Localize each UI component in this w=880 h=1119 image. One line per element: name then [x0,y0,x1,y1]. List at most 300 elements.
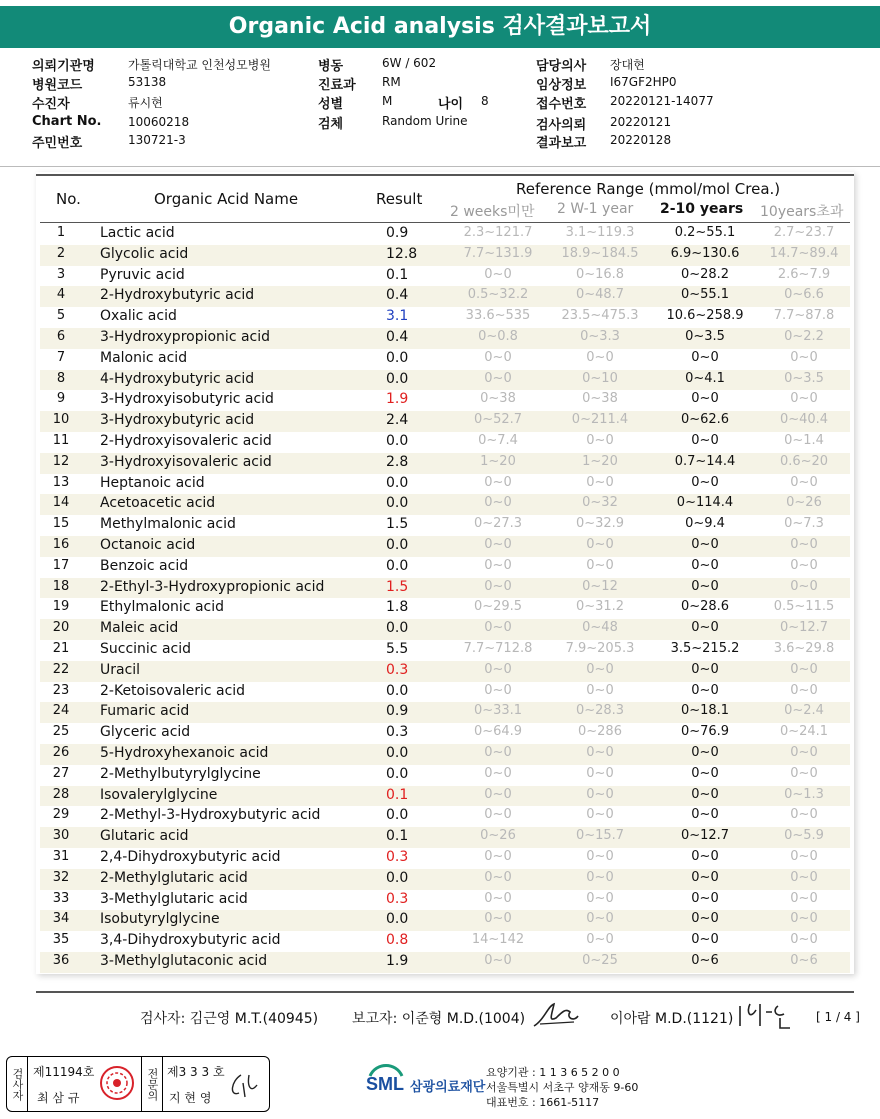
row-range-over-10y: 0~24.1 [779,724,829,740]
row-range-over-10y: 0~0 [790,869,818,885]
row-range-over-10y: 0~2.4 [784,703,824,719]
row-range-over-10y: 0~0 [790,807,818,823]
row-range-under-2-weeks: 0~0 [484,266,512,282]
row-range-2-10y: 6.9~130.6 [670,245,740,261]
row-acid-name: 2-Methylbutyrylglycine [100,765,261,782]
stamp-no2: 제3 3 3 호 [167,1065,225,1079]
value-doctor: 장대현 [610,58,645,72]
row-range-under-2-weeks: 0~29.5 [473,599,523,615]
row-range-2-10y: 0~0 [691,911,719,927]
row-no: 13 [52,474,70,490]
row-result: 0.0 [386,682,409,699]
row-range-2-10y: 0~0 [691,765,719,781]
row-acid-name: Acetoacetic acid [100,495,216,512]
row-range-over-10y: 0~1.4 [784,432,824,448]
value-ward: 6W / 602 [382,56,437,70]
row-range-over-10y: 0.5~11.5 [773,599,835,615]
row-range-2w-1y: 0~0 [586,661,614,677]
row-acid-name: 4-Hydroxybutyric acid [100,370,255,387]
row-range-over-10y: 0~12.7 [779,620,829,636]
stamp-no1: 제11194호 [33,1065,95,1079]
row-result: 0.3 [386,848,409,865]
row-range-under-2-weeks: 7.7~712.8 [463,640,533,656]
row-range-over-10y: 0~1.3 [784,786,824,802]
row-no: 5 [56,308,66,324]
row-range-under-2-weeks: 0~0.8 [478,328,518,344]
table-row [40,952,850,973]
row-range-over-10y: 0~0 [790,890,818,906]
label-institution: 의뢰기관명 [32,59,95,74]
row-result: 1.8 [386,599,409,616]
value-collector: 류시현 [128,96,163,110]
row-result: 0.0 [386,807,409,824]
table-row [40,682,850,703]
row-range-over-10y: 0~26 [786,495,822,511]
row-result: 0.1 [386,786,409,803]
row-range-2w-1y: 1~20 [582,453,618,469]
stamp-mid-label: 전문의 [141,1057,163,1111]
row-result: 1.5 [386,578,409,595]
row-range-under-2-weeks: 0~0 [484,661,512,677]
row-range-2w-1y: 0~31.2 [575,599,625,615]
value-result-report: 20220128 [610,133,672,147]
row-result: 0.3 [386,724,409,741]
table-row [40,328,850,349]
row-range-2-10y: 0~6 [691,952,719,968]
label-dept: 진료과 [318,78,356,93]
row-no: 17 [52,557,70,573]
row-acid-name: 2-Hydroxybutyric acid [100,287,255,304]
row-range-2-10y: 0~0 [691,536,719,552]
row-range-over-10y: 0~0 [790,765,818,781]
row-no: 3 [56,266,66,282]
row-result: 0.0 [386,744,409,761]
row-range-under-2-weeks: 0.5~32.2 [467,287,529,303]
row-range-2w-1y: 0~286 [578,724,622,740]
header-sub-1: 2 weeks미만 [450,204,535,220]
row-range-2w-1y: 0~0 [586,869,614,885]
header-no: No. [56,190,81,208]
row-range-over-10y: 0~0 [790,557,818,573]
row-range-2-10y: 10.6~258.9 [666,308,744,324]
row-range-2w-1y: 3.1~119.3 [565,225,635,240]
row-result: 0.0 [386,432,409,449]
row-acid-name: Oxalic acid [100,308,177,325]
row-range-2-10y: 0~0 [691,682,719,698]
row-range-2-10y: 0~0 [691,557,719,573]
row-range-over-10y: 0~0 [790,536,818,552]
value-hospital-code: 53138 [128,75,167,89]
row-result: 3.1 [386,308,409,325]
row-range-2-10y: 0~0 [691,869,719,885]
row-range-under-2-weeks: 0~7.4 [478,432,518,448]
row-result: 2.8 [386,453,409,470]
row-range-2-10y: 0~0 [691,848,719,864]
certification-stamp [6,1056,270,1112]
stamp-signature-scribble [227,1071,263,1101]
row-range-2w-1y: 0~0 [586,848,614,864]
table-row [40,578,850,599]
row-result: 0.9 [386,225,409,241]
stamp-name2: 지 현 영 [169,1091,212,1105]
reporter-signature: 보고자: 이준형 M.D.(1004) [352,1011,526,1027]
row-range-under-2-weeks: 0~0 [484,744,512,760]
row-range-over-10y: 0~7.3 [784,516,824,532]
row-range-over-10y: 0~0 [790,578,818,594]
row-range-over-10y: 14.7~89.4 [769,245,839,261]
row-no: 9 [56,391,66,407]
row-no: 8 [56,370,66,386]
row-result: 0.3 [386,661,409,678]
row-range-under-2-weeks: 0~0 [484,370,512,386]
row-range-2w-1y: 0~0 [586,432,614,448]
row-range-over-10y: 0~3.5 [784,370,824,386]
row-no: 36 [52,952,70,968]
table-row [40,598,850,619]
value-test-request: 20220121 [610,115,672,129]
label-clinical-info: 임상정보 [536,78,587,93]
row-no: 35 [52,932,70,948]
footer-agency: 요양기관 : 1 1 3 6 5 2 0 0 [486,1066,620,1079]
value-sex: M [382,94,393,108]
row-result: 0.1 [386,266,409,283]
stamp-left-label: 검사자 [7,1057,28,1111]
row-no: 7 [56,349,66,365]
row-acid-name: Maleic acid [100,620,179,637]
table-row [40,494,850,515]
row-acid-name: Octanoic acid [100,536,196,553]
row-range-2-10y: 0~0 [691,744,719,760]
row-range-2-10y: 0~0 [691,620,719,636]
row-acid-name: Ethylmalonic acid [100,599,225,616]
row-range-over-10y: 0~0 [790,911,818,927]
row-range-2w-1y: 0~0 [586,890,614,906]
label-doctor: 담당의사 [536,59,587,74]
row-range-2w-1y: 0~38 [582,391,618,407]
row-range-over-10y: 0~0 [790,391,818,407]
value-institution: 가톨릭대학교 인천성모병원 [128,58,271,72]
table-row [40,536,850,557]
stamp-name1: 최 삼 규 [37,1091,80,1105]
report-title: Organic Acid analysis 검사결과보고서 [0,6,880,48]
row-range-2w-1y: 0~0 [586,474,614,490]
table-row [40,744,850,765]
row-result: 0.0 [386,765,409,782]
row-acid-name: Succinic acid [100,640,192,657]
row-range-under-2-weeks: 0~0 [484,495,512,511]
row-range-over-10y: 0~0 [790,474,818,490]
row-no: 28 [52,786,70,802]
table-row [40,411,850,432]
row-acid-name: Malonic acid [100,349,188,366]
row-range-under-2-weeks: 0~33.1 [473,703,523,719]
row-acid-name: Benzoic acid [100,557,189,574]
row-acid-name: Heptanoic acid [100,474,205,491]
row-no: 12 [52,453,70,469]
row-result: 1.9 [386,391,409,408]
row-acid-name: Uracil [100,661,141,678]
row-result: 0.4 [386,287,409,304]
reporter2-signature-scribble [736,1000,796,1030]
row-range-under-2-weeks: 0~52.7 [473,412,523,428]
row-no: 10 [52,412,70,428]
row-range-2w-1y: 0~0 [586,765,614,781]
table-row [40,224,850,245]
row-range-under-2-weeks: 0~0 [484,807,512,823]
row-range-2-10y: 0~28.2 [680,266,730,282]
row-range-under-2-weeks: 0~0 [484,786,512,802]
row-range-2w-1y: 0~25 [582,952,618,968]
table-row [40,557,850,578]
row-range-2w-1y: 0~0 [586,807,614,823]
row-acid-name: Glutaric acid [100,828,189,845]
table-bottom-rule [36,991,854,993]
row-acid-name: 5-Hydroxyhexanoic acid [100,744,269,761]
header-sub-4: 10years초과 [760,204,844,220]
row-range-2w-1y: 18.9~184.5 [561,245,639,261]
row-range-under-2-weeks: 0~0 [484,557,512,573]
row-no: 11 [52,432,70,448]
row-range-2-10y: 0~4.1 [685,370,725,386]
row-range-2-10y: 0~9.4 [685,516,725,532]
row-acid-name: Fumaric acid [100,703,190,720]
row-range-2-10y: 0~0 [691,807,719,823]
row-range-under-2-weeks: 0~0 [484,869,512,885]
table-row [40,723,850,744]
row-result: 1.9 [386,952,409,969]
table-row [40,890,850,911]
row-range-2w-1y: 0~0 [586,786,614,802]
row-acid-name: Glycolic acid [100,245,189,262]
row-range-under-2-weeks: 14~142 [471,932,525,948]
row-range-under-2-weeks: 2.3~121.7 [463,225,533,240]
row-no: 32 [52,869,70,885]
row-range-over-10y: 0~2.2 [784,328,824,344]
header-sub-3: 2-10 years [660,201,744,217]
row-result: 0.0 [386,557,409,574]
seal-icon [99,1065,135,1101]
footer-phone: 대표번호 : 1661-5117 [486,1096,600,1109]
header-divider [0,166,880,167]
table-row [40,827,850,848]
row-range-2w-1y: 0~32.9 [575,516,625,532]
row-result: 0.8 [386,932,409,949]
row-range-2w-1y: 0~48.7 [575,287,625,303]
row-range-over-10y: 2.6~7.9 [777,266,831,282]
row-no: 24 [52,703,70,719]
row-range-2-10y: 0~0 [691,786,719,802]
page-indicator: [ 1 / 4 ] [816,1010,860,1024]
table-row [40,910,850,931]
row-range-under-2-weeks: 0~0 [484,578,512,594]
row-no: 33 [52,890,70,906]
row-range-2-10y: 0~0 [691,432,719,448]
row-range-under-2-weeks: 0~64.9 [473,724,523,740]
header-sub-2: 2 W-1 year [557,201,634,217]
row-range-over-10y: 0~6 [790,952,818,968]
row-range-2-10y: 3.5~215.2 [670,640,740,656]
row-range-2-10y: 0~3.5 [685,328,725,344]
row-no: 22 [52,661,70,677]
row-acid-name: 2-Methylglutaric acid [100,869,248,886]
table-row [40,474,850,495]
row-acid-name: Lactic acid [100,225,175,241]
row-range-2w-1y: 0~16.8 [575,266,625,282]
row-range-2w-1y: 0~0 [586,682,614,698]
header-name: Organic Acid Name [154,190,299,208]
label-reception-no: 접수번호 [536,97,587,112]
value-specimen: Random Urine [382,114,468,128]
row-range-2-10y: 0~55.1 [680,287,730,303]
row-result: 0.0 [386,349,409,366]
row-no: 23 [52,682,70,698]
row-range-under-2-weeks: 0~0 [484,349,512,365]
value-chart-no: 10060218 [128,115,190,129]
sml-brand-korean: 삼광의료재단 [410,1080,486,1095]
row-no: 27 [52,765,70,781]
value-resident-no: 130721-3 [128,133,186,147]
header-reference: Reference Range (mmol/mol Crea.) [516,180,781,198]
header-result: Result [376,190,423,208]
row-range-2-10y: 0~0 [691,391,719,407]
row-range-2w-1y: 0~0 [586,932,614,948]
row-range-2w-1y: 0~0 [586,557,614,573]
row-no: 31 [52,848,70,864]
row-range-over-10y: 2.7~23.7 [773,225,835,240]
row-range-2w-1y: 7.9~205.3 [565,640,635,656]
table-row [40,286,850,307]
row-result: 0.0 [386,474,409,491]
table-row [40,266,850,287]
row-range-2w-1y: 0~0 [586,536,614,552]
row-range-2-10y: 0~0 [691,932,719,948]
row-range-2-10y: 0~76.9 [680,724,730,740]
row-result: 5.5 [386,640,409,657]
row-result: 0.9 [386,703,409,720]
row-range-under-2-weeks: 0~38 [480,391,516,407]
table-row [40,619,850,640]
row-acid-name: 3-Hydroxybutyric acid [100,412,255,429]
reporter-signature-scribble [530,998,580,1032]
row-range-under-2-weeks: 1~20 [480,453,516,469]
row-range-2w-1y: 0~48 [582,620,618,636]
row-acid-name: Methylmalonic acid [100,516,236,533]
row-range-under-2-weeks: 7.7~131.9 [463,245,533,261]
row-acid-name: 2-Ethyl-3-Hydroxypropionic acid [100,578,325,595]
row-result: 0.3 [386,890,409,907]
row-range-2-10y: 0~18.1 [680,703,730,719]
label-resident-no: 주민번호 [32,136,83,151]
label-test-request: 검사의뢰 [536,118,587,133]
row-acid-name: 3,4-Dihydroxybutyric acid [100,932,281,949]
value-clinical-info: I67GF2HP0 [610,75,677,89]
row-range-under-2-weeks: 0~0 [484,682,512,698]
row-range-2w-1y: 0~0 [586,911,614,927]
row-no: 21 [52,640,70,656]
row-acid-name: Glyceric acid [100,724,191,741]
label-sex: 성별 [318,97,344,112]
row-acid-name: 3-Hydroxyisobutyric acid [100,391,274,408]
row-no: 19 [52,599,70,615]
table-row [40,765,850,786]
label-chart-no: Chart No. [32,114,102,129]
row-range-over-10y: 3.6~29.8 [773,640,835,656]
row-acid-name: Pyruvic acid [100,266,185,283]
row-range-under-2-weeks: 0~0 [484,765,512,781]
row-range-under-2-weeks: 0~27.3 [473,516,523,532]
row-range-2-10y: 0~114.4 [676,495,734,511]
row-acid-name: Isobutyrylglycine [100,911,220,928]
row-range-under-2-weeks: 0~0 [484,474,512,490]
row-range-2-10y: 0~62.6 [680,412,730,428]
table-row [40,848,850,869]
row-range-over-10y: 0~5.9 [784,828,824,844]
row-acid-name: 3-Hydroxypropionic acid [100,328,271,345]
row-result: 12.8 [386,245,418,262]
table-row [40,640,850,661]
label-result-report: 결과보고 [536,136,587,151]
row-acid-name: 3-Methylglutaconic acid [100,952,268,969]
row-no: 29 [52,807,70,823]
table-row [40,931,850,952]
row-range-2w-1y: 0~28.3 [575,703,625,719]
table-row [40,702,850,723]
table-row [40,661,850,682]
row-range-2-10y: 0~12.7 [680,828,730,844]
label-collector: 수진자 [32,97,70,112]
row-range-over-10y: 0~0 [790,349,818,365]
row-range-2-10y: 0~0 [691,349,719,365]
row-range-2w-1y: 0~0 [586,744,614,760]
row-acid-name: 3-Methylglutaric acid [100,890,248,907]
table-row [40,245,850,266]
row-range-under-2-weeks: 0~0 [484,620,512,636]
row-result: 0.0 [386,911,409,928]
row-no: 1 [56,225,66,240]
row-range-2-10y: 0~28.6 [680,599,730,615]
row-range-2-10y: 0~0 [691,474,719,490]
row-range-2w-1y: 0~15.7 [575,828,625,844]
table-row [40,453,850,474]
table-row [40,307,850,328]
table-row [40,432,850,453]
table-row [40,390,850,411]
row-range-2w-1y: 0~0 [586,349,614,365]
row-result: 0.0 [386,536,409,553]
row-range-over-10y: 0~0 [790,744,818,760]
row-acid-name: 2,4-Dihydroxybutyric acid [100,848,281,865]
row-range-over-10y: 0~0 [790,682,818,698]
patient-info [0,52,880,164]
row-result: 0.4 [386,328,409,345]
row-no: 6 [56,328,66,344]
row-result: 0.1 [386,828,409,845]
row-range-2-10y: 0~0 [691,661,719,677]
row-result: 0.0 [386,370,409,387]
row-range-2w-1y: 0~12 [582,578,618,594]
table-row [40,806,850,827]
row-range-under-2-weeks: 33.6~535 [465,308,531,324]
row-no: 20 [52,620,70,636]
row-range-over-10y: 0~6.6 [784,287,824,303]
row-range-under-2-weeks: 0~0 [484,848,512,864]
results-table [40,224,850,973]
row-no: 34 [52,911,70,927]
row-result: 0.0 [386,620,409,637]
table-row [40,349,850,370]
row-range-2-10y: 0~0 [691,890,719,906]
row-acid-name: 3-Hydroxyisovaleric acid [100,453,272,470]
